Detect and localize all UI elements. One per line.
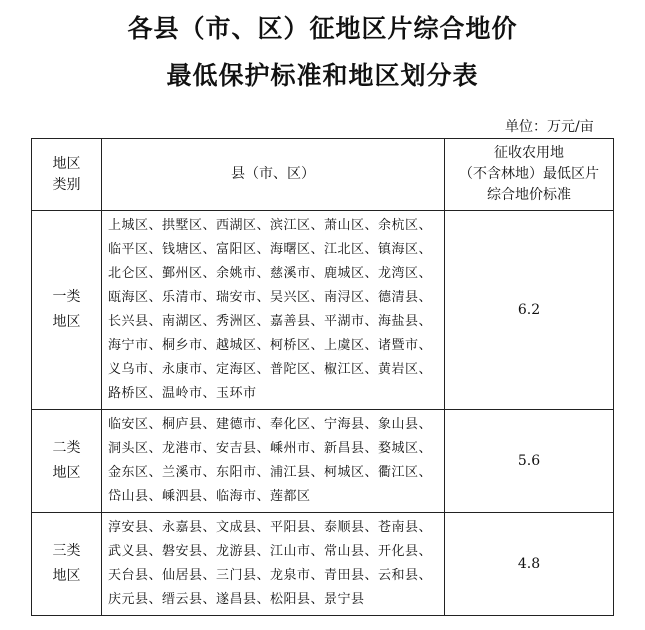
counties-cell: 上城区、拱墅区、西湖区、滨江区、萧山区、余杭区、临平区、钱塘区、富阳区、海曙区、江北区、镇海区、北仑区、鄞州区、余姚市、慈溪市、鹿城区、龙湾区、瓯海区、乐清市、瑞安市、吴兴区、南浔区、德清县、长兴县、南湖区、秀洲区、嘉善县、平湖市、海盐县、海宁市、桐乡市、越城区、柯桥区、上虞区、诸暨市、义乌市、永康市、定海区、普陀区、椒江区、黄岩区、路桥区、温岭市、玉环市 — [102, 211, 445, 410]
header-standard-line1: 征收农用地 — [494, 145, 564, 161]
unit-label: 单位：万元/亩 — [505, 119, 594, 135]
document-title-line1: 各县（市、区）征地区片综合地价 — [127, 14, 518, 43]
category-cell — [32, 513, 102, 616]
table-row — [32, 211, 614, 410]
category-cell — [32, 410, 102, 513]
header-standard-line3: 综合地价标准 — [487, 187, 571, 203]
category-line1: 一类 — [52, 289, 81, 305]
category-line2: 地区 — [52, 465, 81, 481]
counties-cell: 淳安县、永嘉县、文成县、平阳县、泰顺县、苍南县、武义县、磐安县、龙游县、江山市、常山县、开化县、天台县、仙居县、三门县、龙泉市、青田县、云和县、庆元县、缙云县、遂昌县、松阳县、景宁县 — [102, 513, 445, 616]
table-header-row — [32, 139, 614, 211]
header-standard-line2: （不含林地）最低区片 — [459, 166, 599, 182]
land-price-table — [31, 138, 614, 616]
header-category — [32, 139, 102, 211]
header-standard — [445, 139, 614, 211]
table-row — [32, 513, 614, 616]
category-line1: 二类 — [52, 440, 81, 456]
header-category-line2: 类别 — [52, 176, 81, 193]
table-row — [32, 410, 614, 513]
header-category-line1: 地区 — [52, 155, 81, 172]
category-line2: 地区 — [52, 314, 81, 330]
standard-value: 5.6 — [445, 410, 614, 513]
counties-cell: 临安区、桐庐县、建德市、奉化区、宁海县、象山县、洞头区、龙港市、安吉县、嵊州市、新昌县、婺城区、金东区、兰溪市、东阳市、浦江县、柯城区、衢江区、岱山县、嵊泗县、临海市、莲都区 — [102, 410, 445, 513]
standard-value: 6.2 — [445, 211, 614, 410]
standard-value: 4.8 — [445, 513, 614, 616]
category-cell — [32, 211, 102, 410]
document-title-line2: 最低保护标准和地区划分表 — [166, 61, 479, 90]
category-line1: 三类 — [52, 543, 81, 559]
category-line2: 地区 — [52, 568, 81, 584]
header-counties: 县（市、区） — [102, 139, 445, 211]
